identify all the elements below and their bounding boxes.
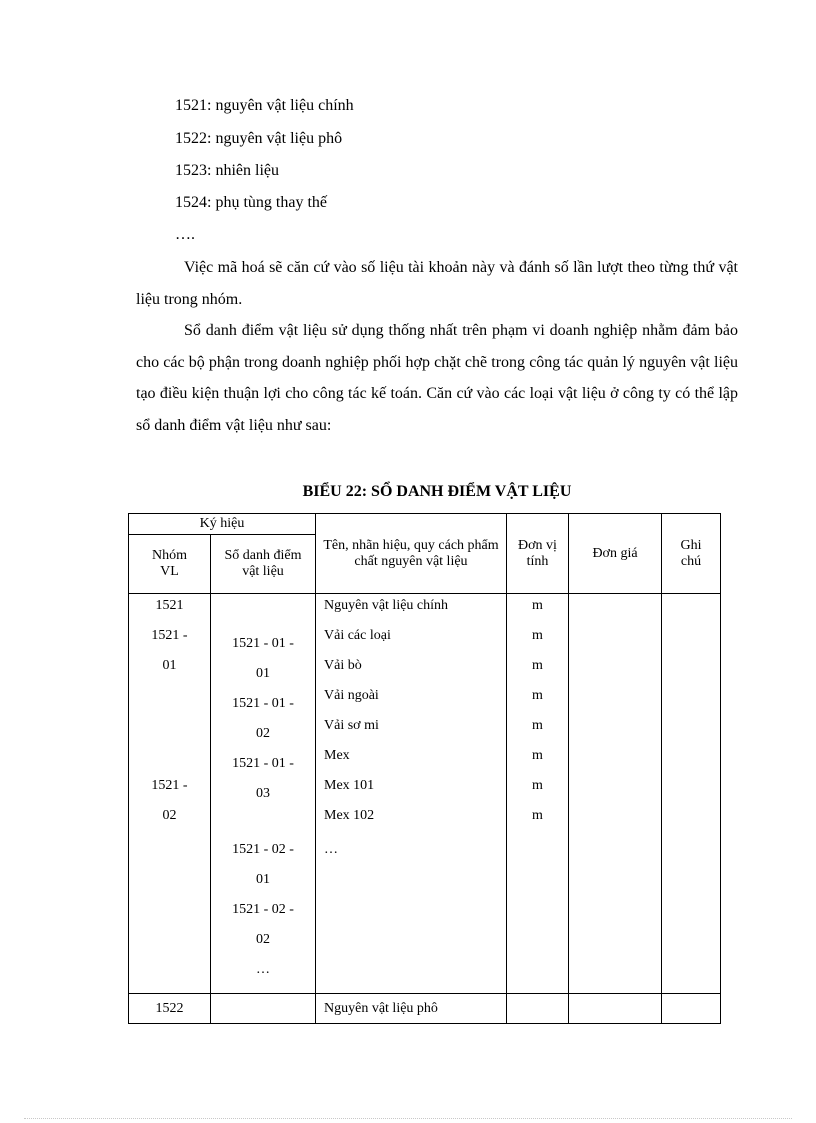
last-row-note — [662, 994, 721, 1024]
account-list-item: 1524: phụ tùng thay thế — [175, 194, 327, 211]
paragraph-text: Việc mã hoá sẽ căn cứ vào số liệu tài khoản này và đánh số lần lượt theo từng thứ vật liệu trong nhóm. — [136, 259, 738, 308]
last-row-code — [211, 994, 316, 1024]
paragraph-text: Sổ danh điểm vật liệu sử dụng thống nhất trên phạm vi doanh nghiệp nhằm đảm bảo cho các bộ phận trong doanh nghiệp phối hợp chặt chẽ trong công tác quản lý nguyên vật liệu tạo điều kiện thuận lợi cho công tác kế toán. Căn cứ vào các loại vật liệu ở công ty có thể lập sổ danh điểm vật liệu như sau: — [136, 322, 738, 434]
material-ledger-table — [128, 513, 721, 1024]
material-name: Vải sơ mi — [324, 718, 379, 733]
material-name: … — [324, 842, 338, 857]
group-line — [129, 717, 210, 747]
header-group: Nhóm VL — [129, 535, 211, 594]
material-name: Vải các loại — [324, 628, 391, 643]
code-line: 01 — [256, 666, 270, 681]
code-line: 02 — [256, 726, 270, 741]
group-column — [129, 594, 211, 994]
header-symbol: Ký hiệu — [129, 514, 316, 535]
paragraph-ledger — [136, 315, 738, 441]
account-list-item: 1522: nguyên vật liệu phô — [175, 130, 343, 147]
unit-value: m — [532, 658, 543, 673]
group-line — [129, 747, 210, 777]
account-list-item: 1523: nhiên liệu — [175, 162, 279, 179]
unit-value: m — [532, 748, 543, 763]
code-column — [211, 594, 316, 994]
code-line: 1521 - 02 - — [232, 842, 294, 857]
header-code: Sổ danh điểm vật liệu — [211, 535, 316, 594]
note-column — [662, 594, 721, 994]
code-line: 02 — [256, 932, 270, 947]
code-line: 1521 - 01 - — [232, 636, 294, 651]
table-title: BIỂU 22: SỔ DANH ĐIỂM VẬT LIỆU — [302, 483, 572, 500]
material-name: Mex — [324, 748, 350, 763]
group-line: 01 — [162, 658, 177, 673]
code-line — [211, 621, 315, 635]
material-name: Vải bò — [324, 658, 362, 673]
group-line: 1521 - — [151, 628, 188, 643]
code-line: 1521 - 02 - — [232, 902, 294, 917]
price-column — [569, 594, 662, 994]
page-footer-divider — [24, 1118, 792, 1119]
last-row-price — [569, 994, 662, 1024]
code-line: 1521 - 01 - — [232, 756, 294, 771]
code-line: 01 — [256, 872, 270, 887]
group-line: 1521 - — [151, 778, 188, 793]
group-line: 1521 — [155, 598, 184, 613]
unit-value: m — [532, 808, 543, 823]
unit-value: m — [532, 778, 543, 793]
code-line: 1521 - 01 - — [232, 696, 294, 711]
unit-value: m — [532, 628, 543, 643]
unit-value: m — [532, 688, 543, 703]
header-name: Tên, nhãn hiệu, quy cách phẩm chất nguyên vật liệu — [316, 514, 507, 594]
header-unit: Đơn vị tính — [507, 514, 569, 594]
code-line — [211, 607, 315, 621]
header-price: Đơn giá — [569, 514, 662, 594]
unit-value: m — [532, 718, 543, 733]
material-name: Vải ngoài — [324, 688, 379, 703]
account-list-item: …. — [175, 226, 195, 243]
code-line: 03 — [256, 786, 270, 801]
group-line — [129, 687, 210, 717]
unit-value: m — [532, 598, 543, 613]
code-line: … — [256, 962, 270, 977]
paragraph-coding — [136, 252, 738, 315]
last-row-unit — [507, 994, 569, 1024]
last-row-group: 1522 — [129, 994, 211, 1024]
code-line — [211, 815, 315, 841]
account-list-item: 1521: nguyên vật liệu chính — [175, 97, 354, 114]
last-row-name: Nguyên vật liệu phô — [316, 994, 507, 1024]
material-name: Mex 102 — [324, 808, 375, 823]
material-name: Nguyên vật liệu chính — [324, 598, 449, 613]
material-name: Mex 101 — [324, 778, 375, 793]
group-line: 02 — [162, 808, 177, 823]
name-column — [316, 594, 507, 994]
header-note: Ghi chú — [662, 514, 721, 594]
unit-column — [507, 594, 569, 994]
